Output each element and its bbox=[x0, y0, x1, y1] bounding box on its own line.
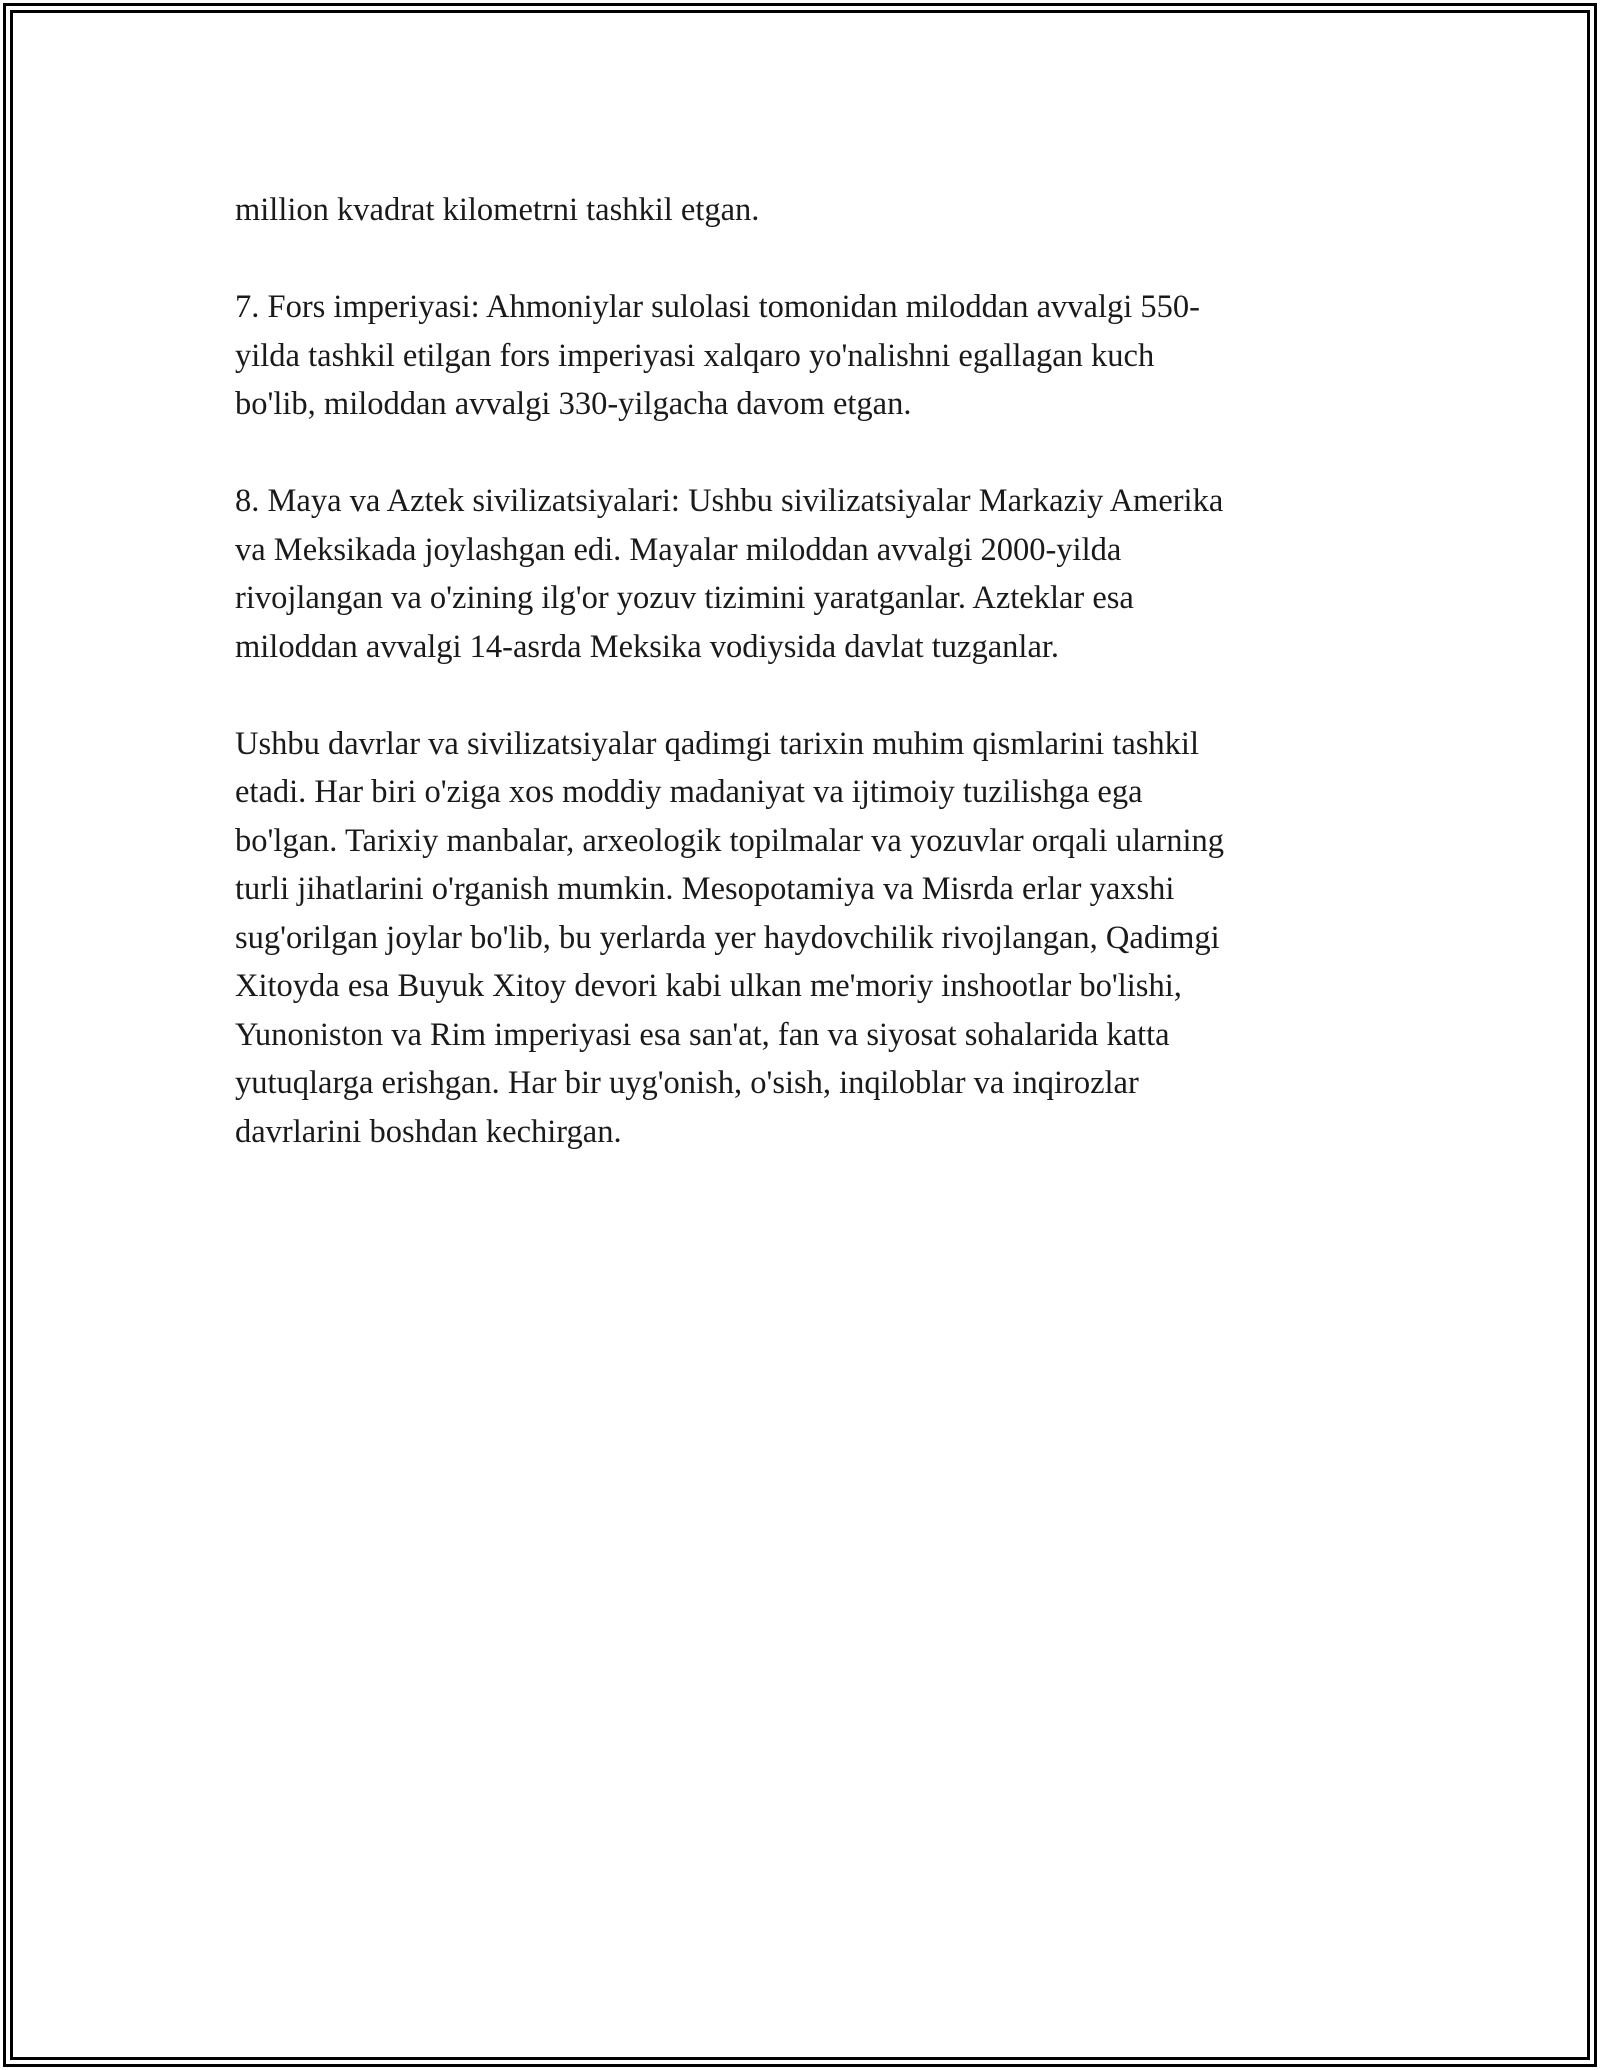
paragraph-maya-aztek: 8. Maya va Aztek sivilizatsiyalari: Ushbu sivilizatsiyalar Markaziy Amerika va Meksikada joylashgan edi. Mayalar miloddan avvalgi 2000-yilda rivojlangan va o'zining ilg'or yozuv tizimini yaratganlar. Azteklar esa miloddan avvalgi 14-asrda Meksika vodiysida davlat tuzganlar. bbox=[235, 483, 1224, 665]
paragraph-summary: Ushbu davrlar va sivilizatsiyalar qadimgi tarixin muhim qismlarini tashkil etadi. Har biri o'ziga xos moddiy madaniyat va ijtimoiy tuzilishga ega bo'lgan. Tarixiy manbalar, arxeologik topilmalar va yozuvlar orqali ularning turli jihatlarini o'rganish mumkin. Mesopotamiya va Misrda erlar yaxshi sug'orilgan joylar bo'lib, bu yerlarda yer haydovchilik rivojlangan, Qadimgi Xitoyda esa Buyuk Xitoy devori kabi ulkan me'moriy inshootlar bo'lishi, Yunoniston va Rim imperiyasi esa san'at, fan va siyosat sohalarida katta yutuqlarga erishgan. Har bir uyg'onish, o'sish, inqiloblar va inqirozlar davrlarini boshdan kechirgan. bbox=[235, 725, 1225, 1150]
paragraph-fors-imperiyasi: 7. Fors imperiyasi: Ahmoniylar sulolasi tomonidan miloddan avvalgi 550- yilda tashkil etilgan fors imperiyasi xalqaro yo'nalishni egallagan kuch bo'lib, miloddan avvalgi 330-yilgacha davom etgan. bbox=[235, 289, 1200, 422]
document-body bbox=[235, 186, 1365, 1205]
paragraph-continuation: million kvadrat kilometrni tashkil etgan. bbox=[235, 192, 760, 228]
